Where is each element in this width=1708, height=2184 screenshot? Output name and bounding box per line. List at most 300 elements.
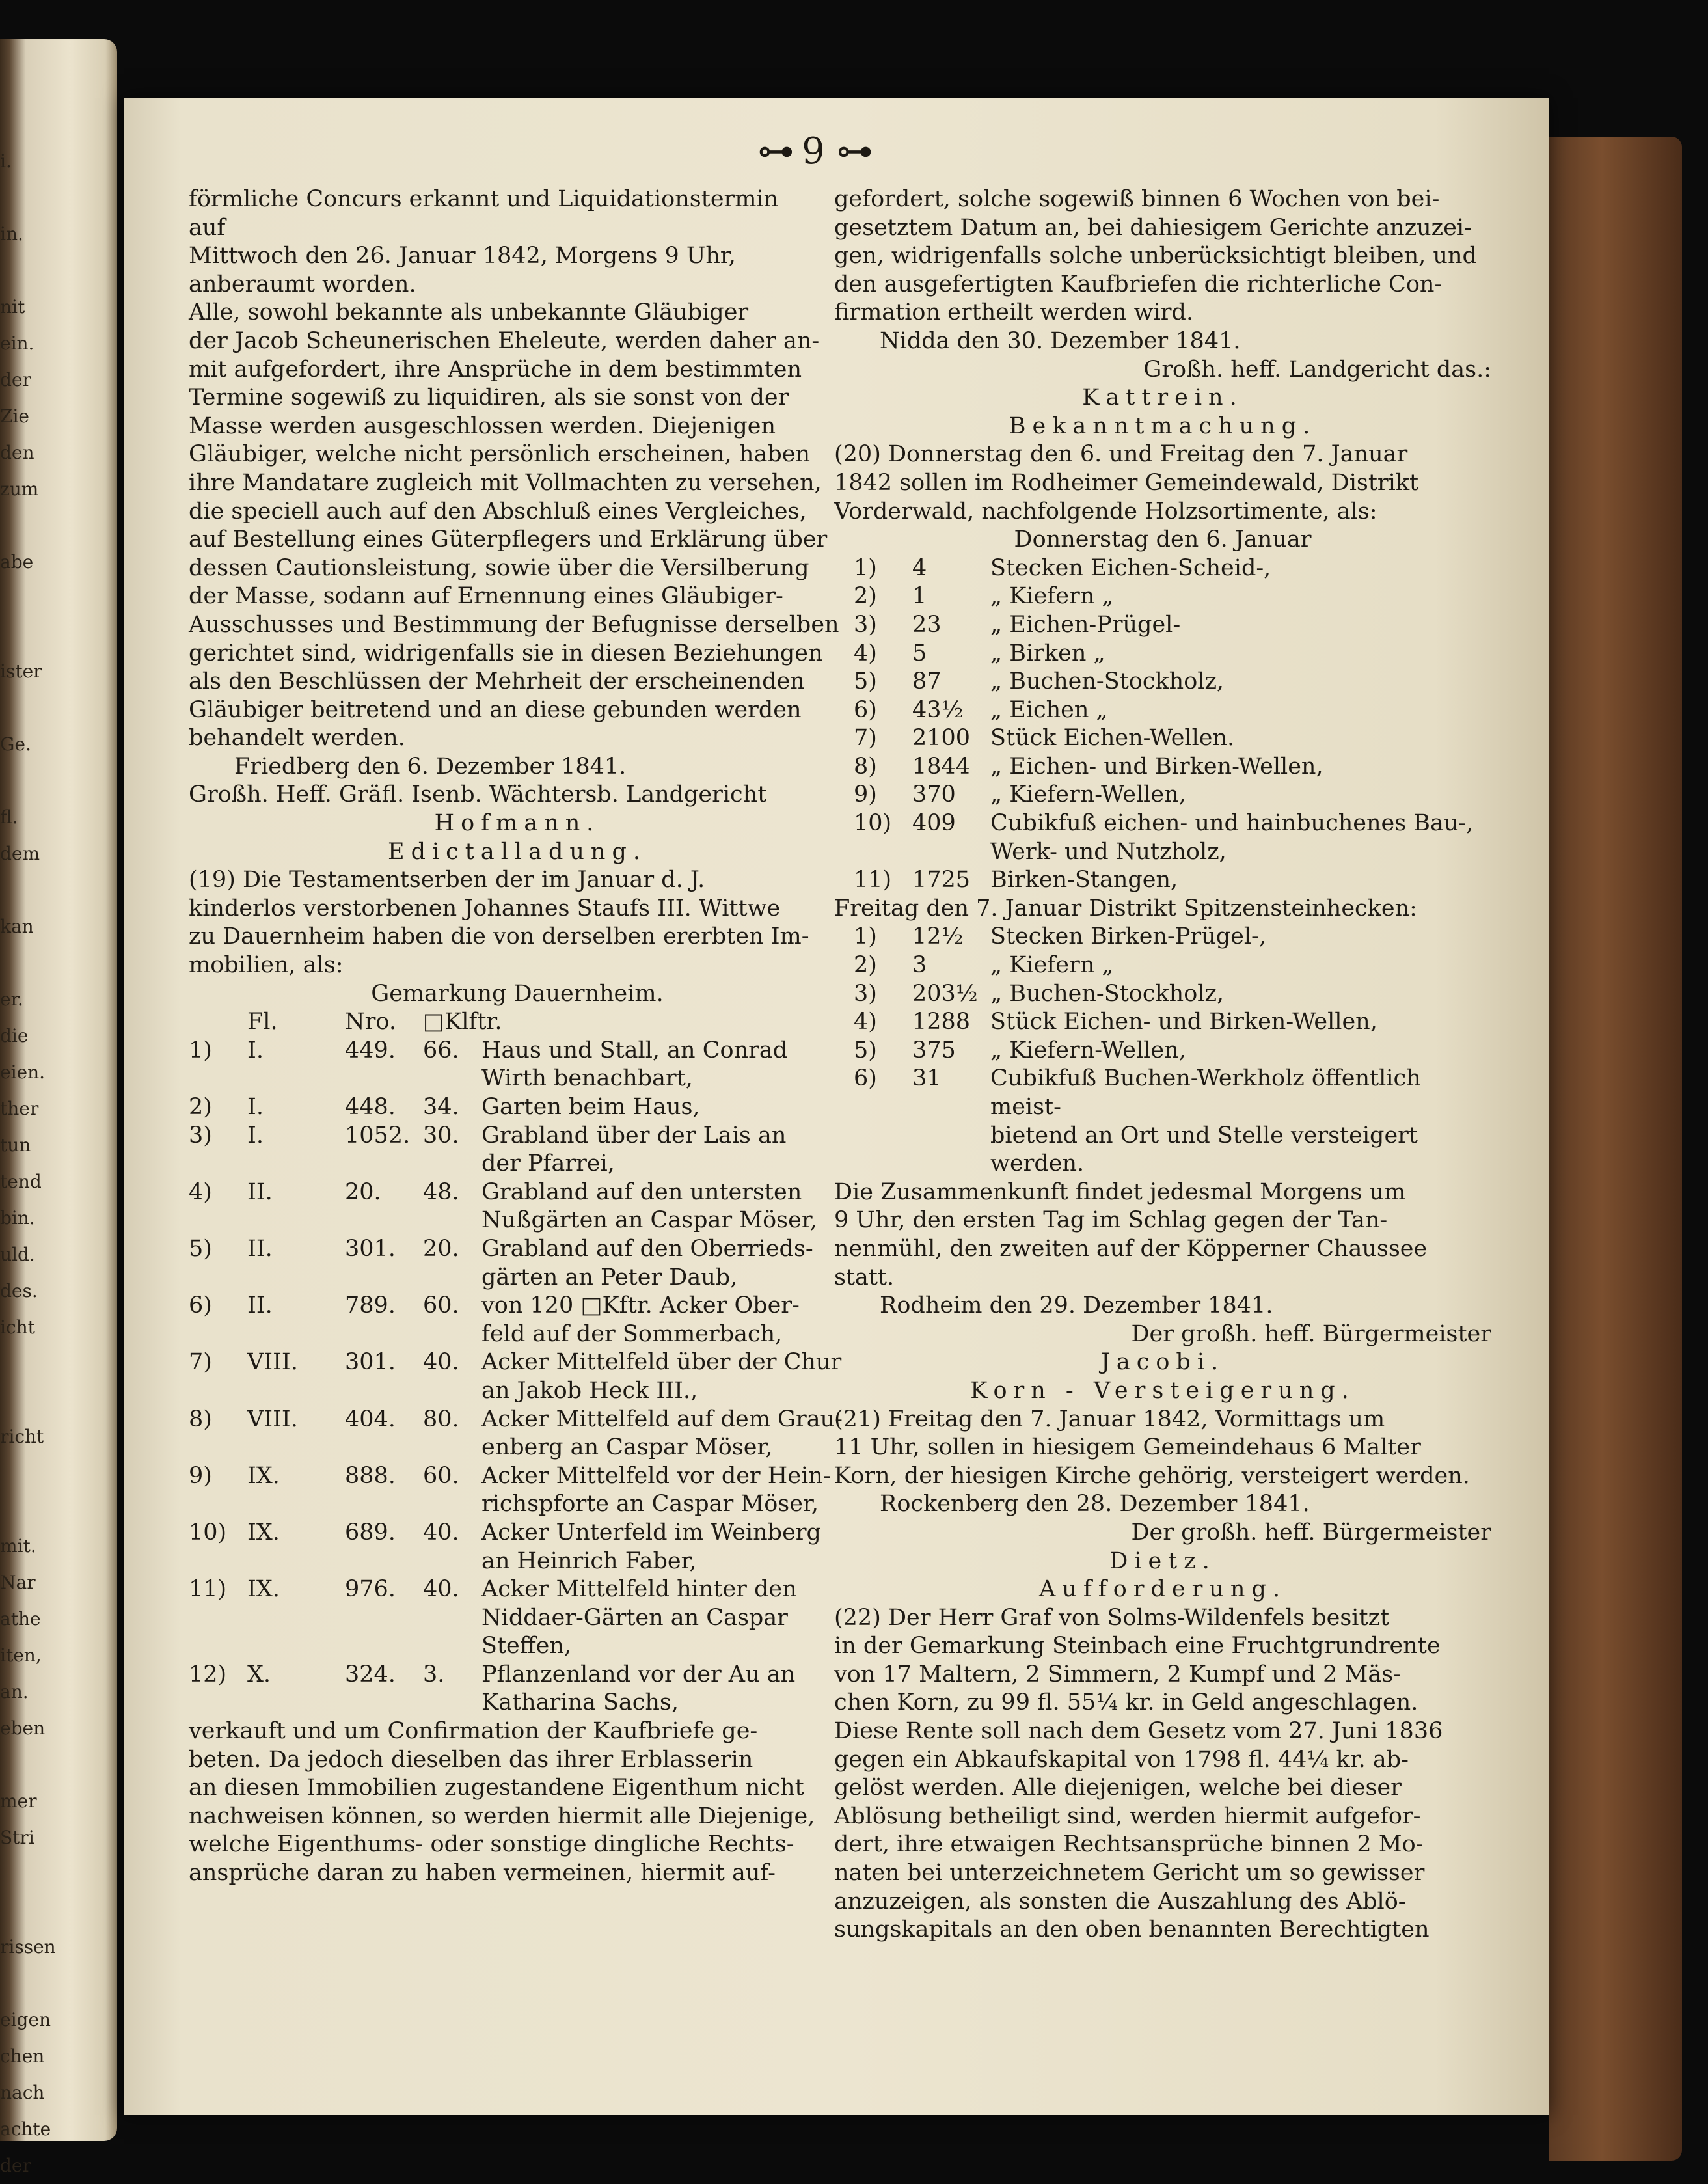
item-spacer <box>189 1490 481 1519</box>
table-header <box>189 1008 846 1037</box>
notice1-place-date: Friedberg den 6. Dezember 1841. <box>234 753 627 780</box>
text-line: in der Gemarkung Steinbach eine Fruchtgrundrente <box>834 1633 1441 1659</box>
item-number: 11) <box>854 867 892 894</box>
item-description: „ Buchen-Stockholz, <box>990 980 1225 1007</box>
item-flur: II. <box>247 1292 273 1319</box>
notice4-place-date: Rockenberg den 28. Dezember 1841. <box>880 1491 1310 1518</box>
text-line: nachweisen können, so werden hiermit alle Diejenige, <box>189 1803 815 1829</box>
edge-fragment: fl. <box>0 806 18 828</box>
property-list <box>189 1037 846 1717</box>
notice2-signer: Kattrein. <box>1082 385 1243 411</box>
edge-fragment: Ge. <box>0 733 31 755</box>
text-line: verkauft und um Confirmation der Kaufbriefe ge- <box>189 1718 758 1745</box>
edge-fragment <box>0 580 39 617</box>
item-description: von 120 □Kftr. Acker Ober- <box>481 1292 800 1319</box>
edge-fragment <box>0 617 39 653</box>
item-quantity: 31 <box>912 1065 942 1092</box>
item-flur: I. <box>247 1122 264 1149</box>
text-line: (20) Donnerstag den 6. und Freitag den 7. Januar <box>834 441 1408 468</box>
concurs-notice-text <box>189 185 846 753</box>
text-line: (21) Freitag den 7. Januar 1842, Vormittags um <box>834 1406 1385 1432</box>
item-nro: 324. <box>345 1661 396 1687</box>
edge-fragment: abe <box>0 551 34 573</box>
item-flur: I. <box>247 1037 264 1063</box>
item-flur: II. <box>247 1235 273 1262</box>
edge-fragment <box>0 690 39 726</box>
edge-fragment: nit <box>0 296 25 318</box>
edge-fragment: ther <box>0 1098 39 1119</box>
notice2-continuation <box>834 185 1491 327</box>
notice4-official: Der großh. heff. Bürgermeister <box>1131 1519 1491 1546</box>
item-description: Cubikfuß Buchen-Werkholz öffentlich meist- <box>990 1065 1421 1120</box>
text-line: ihre Mandatare zugleich mit Vollmachten zu versehen, <box>189 469 822 496</box>
item-number: 5) <box>854 1037 877 1063</box>
list-item <box>189 1235 846 1264</box>
item-klftr: 40. <box>423 1576 459 1603</box>
item-klftr: 48. <box>423 1179 459 1205</box>
item-number: 12) <box>189 1661 227 1687</box>
list-item <box>189 1406 846 1434</box>
text-line: welche Eigenthums- oder sonstige dingliche Rechts- <box>189 1831 794 1858</box>
text-line: der Jacob Scheunerischen Eheleute, werden daher an- <box>189 327 820 354</box>
item-number: 7) <box>189 1349 212 1376</box>
book-cover-edge <box>1549 137 1682 2161</box>
page-header <box>729 130 898 172</box>
edge-fragment: der <box>0 369 31 390</box>
item-description: „ Eichen „ <box>990 696 1108 723</box>
notice2-tail <box>189 1717 846 1888</box>
col-klftr: □Klftr. <box>423 1009 502 1035</box>
item-description: an Heinrich Faber, <box>481 1548 697 1574</box>
text-line: gesetztem Datum an, bei dahiesigem Gerichte anzuzei- <box>834 214 1472 241</box>
list-item <box>189 1093 846 1122</box>
list-item <box>834 753 1491 782</box>
list-item <box>189 1150 846 1179</box>
notice3-place-date: Rodheim den 29. Dezember 1841. <box>880 1292 1273 1319</box>
item-description: Acker Unterfeld im Weinberg <box>481 1519 821 1546</box>
col-nro: Nro. <box>345 1009 396 1035</box>
item-description: enberg an Caspar Möser, <box>481 1434 773 1461</box>
edge-fragment: er. <box>0 989 23 1010</box>
item-number: 1) <box>189 1037 212 1063</box>
item-number: 3) <box>189 1122 212 1149</box>
item-klftr: 80. <box>423 1406 459 1432</box>
item-nro: 789. <box>345 1292 396 1319</box>
item-description: Werk- und Nutzholz, <box>990 838 1227 865</box>
text-line: Masse werden ausgeschlossen werden. Diejenigen <box>189 413 776 439</box>
item-flur: II. <box>247 1179 273 1205</box>
text-line: gelöst werden. Alle diejenigen, welche bei dieser <box>834 1775 1402 1801</box>
list-item <box>189 1632 846 1661</box>
list-item <box>189 1604 846 1633</box>
item-number <box>854 838 912 867</box>
list-item <box>834 1008 1491 1037</box>
item-nro: 689. <box>345 1519 396 1546</box>
item-description: „ Birken „ <box>990 640 1105 666</box>
item-description: Grabland auf den Oberrieds- <box>481 1235 813 1262</box>
text-line: ansprüche daran zu haben vermeinen, hiermit auf- <box>189 1860 776 1887</box>
edge-fragment: mit. <box>0 1535 36 1557</box>
list-item <box>834 951 1491 980</box>
item-spacer <box>189 1377 481 1406</box>
item-klftr: 40. <box>423 1519 459 1546</box>
text-line: als den Beschlüssen der Mehrheit der erscheinenden <box>189 668 805 695</box>
text-line: dert, ihre etwaigen Rechtsansprüche binnen 2 Mo- <box>834 1831 1424 1858</box>
list-item <box>189 1490 846 1519</box>
item-number: 8) <box>189 1406 212 1432</box>
list-item <box>189 1179 846 1207</box>
item-description: Haus und Stall, an Conrad <box>481 1037 788 1063</box>
list-item <box>834 640 1491 668</box>
text-line: an diesen Immobilien zugestandene Eigenthum nicht <box>189 1775 804 1801</box>
text-line: gen, widrigenfalls solche unberücksichtigt bleiben, und <box>834 243 1477 269</box>
edge-fragment: richt <box>0 1426 44 1447</box>
item-description: feld auf der Sommerbach, <box>481 1320 783 1347</box>
item-nro: 301. <box>345 1235 396 1262</box>
notice3-day1: Donnerstag den 6. Januar <box>1014 526 1312 553</box>
edge-fragment: an. <box>0 1681 29 1702</box>
text-line: 1842 sollen im Rodheimer Gemeindewald, Distrikt <box>834 469 1419 496</box>
item-spacer <box>189 1065 481 1093</box>
item-nro: 448. <box>345 1094 396 1120</box>
item-description: Garten beim Haus, <box>481 1094 700 1120</box>
list-item <box>834 1037 1491 1065</box>
list-item <box>189 1576 846 1604</box>
text-line: chen Korn, zu 99 fl. 55¼ kr. in Geld angeschlagen. <box>834 1689 1418 1716</box>
edge-fragment <box>0 253 39 289</box>
item-number: 6) <box>854 696 877 723</box>
notice4-text <box>834 1406 1491 1491</box>
item-flur: X. <box>247 1661 271 1687</box>
edge-fragment <box>0 945 39 981</box>
aufforderung-heading: Aufforderung. <box>1039 1576 1286 1603</box>
item-flur: IX. <box>247 1519 280 1546</box>
item-quantity: 1725 <box>912 867 971 894</box>
text-line: Diese Rente soll nach dem Gesetz vom 27. Juni 1836 <box>834 1718 1443 1745</box>
notice3-day2: Freitag den 7. Januar Distrikt Spitzensteinhecken: <box>834 895 1417 921</box>
text-line: Korn, der hiesigen Kirche gehörig, versteigert werden. <box>834 1462 1470 1489</box>
list-item <box>834 668 1491 696</box>
item-quantity: 5 <box>912 640 927 666</box>
ornament-left-icon: ⊶ <box>757 130 794 172</box>
edge-fragment: Stri <box>0 1827 34 1848</box>
item-quantity <box>912 838 990 867</box>
item-description: „ Eichen- und Birken-Wellen, <box>990 753 1323 780</box>
list-item <box>189 1207 846 1235</box>
edge-fragment: ister <box>0 661 42 682</box>
item-number: 9) <box>189 1462 212 1489</box>
item-description: „ Buchen-Stockholz, <box>990 668 1225 695</box>
edge-fragment: athe <box>0 1608 41 1630</box>
item-spacer <box>189 1632 481 1661</box>
text-line: von 17 Maltern, 2 Simmern, 2 Kumpf und 2 Mäs- <box>834 1661 1402 1687</box>
item-quantity: 1288 <box>912 1009 971 1035</box>
text-line: Gläubiger, welche nicht persönlich erscheinen, haben <box>189 441 810 468</box>
notice3-official: Der großh. heff. Bürgermeister <box>1131 1320 1491 1347</box>
item-klftr: 34. <box>423 1094 459 1120</box>
item-quantity: 3 <box>912 952 927 979</box>
text-line: statt. <box>834 1264 895 1290</box>
notice2-court: Großh. heff. Landgericht das.: <box>1143 356 1491 383</box>
item-quantity: 4 <box>912 554 927 581</box>
item-description: Stecken Birken-Prügel-, <box>990 923 1266 950</box>
item-spacer <box>189 1264 481 1292</box>
item-number: 11) <box>189 1576 227 1603</box>
item-description: Nußgärten an Caspar Möser, <box>481 1207 817 1234</box>
item-quantity: 370 <box>912 782 956 808</box>
item-quantity: 409 <box>912 810 956 837</box>
text-line: (19) Die Testamentserben der im Januar d. J. <box>189 867 705 894</box>
item-klftr: 40. <box>423 1349 459 1376</box>
edge-fragment <box>0 1346 39 1382</box>
list-item <box>834 838 1491 867</box>
item-quantity: 2100 <box>912 725 971 752</box>
text-line: den ausgefertigten Kaufbriefen die richterliche Con- <box>834 271 1443 297</box>
item-number: 6) <box>854 1065 877 1092</box>
item-description: richspforte an Caspar Möser, <box>481 1491 819 1518</box>
list-item <box>834 923 1491 951</box>
item-quantity: 23 <box>912 611 942 638</box>
item-description: „ Kiefern „ <box>990 583 1114 610</box>
text-line: nenmühl, den zweiten auf der Köpperner Chaussee <box>834 1235 1428 1262</box>
edge-fragment: tun <box>0 1134 31 1156</box>
item-number: 1) <box>854 554 877 581</box>
item-nro: 20. <box>345 1179 381 1205</box>
item-spacer <box>189 1689 481 1717</box>
text-line: kinderlos verstorbenen Johannes Staufs III. Wittwe <box>189 895 781 921</box>
edge-fragment: der <box>0 2155 31 2176</box>
item-quantity <box>912 1122 990 1179</box>
item-klftr: 60. <box>423 1292 459 1319</box>
list-item <box>834 866 1491 895</box>
notice2-intro <box>189 866 846 979</box>
item-description: gärten an Peter Daub, <box>481 1264 738 1290</box>
item-number: 1) <box>854 923 877 950</box>
item-description: „ Kiefern-Wellen, <box>990 1037 1186 1063</box>
item-quantity: 12½ <box>912 923 964 950</box>
list-item <box>189 1462 846 1491</box>
list-item <box>834 582 1491 611</box>
item-description: bietend an Ort und Stelle versteigert werden. <box>990 1122 1418 1177</box>
notice3-tail <box>834 1179 1491 1292</box>
item-number: 6) <box>189 1292 212 1319</box>
edge-fragment <box>0 1965 39 2002</box>
list-item <box>189 1548 846 1576</box>
notice2-place-date: Nidda den 30. Dezember 1841. <box>880 327 1241 354</box>
item-description: Stecken Eichen-Scheid-, <box>990 554 1271 581</box>
list-item <box>189 1434 846 1462</box>
edge-fragment <box>0 872 39 908</box>
item-number: 5) <box>189 1235 212 1262</box>
left-column <box>189 185 846 1888</box>
item-number: 4) <box>854 1009 877 1035</box>
item-description: Cubikfuß eichen- und hainbuchenes Bau-, <box>990 810 1474 837</box>
item-quantity: 203½ <box>912 980 978 1007</box>
item-number: 2) <box>854 952 877 979</box>
text-line: die speciell auch auf den Abschluß eines Vergleiches, <box>189 498 807 525</box>
edge-fragment: tend <box>0 1171 42 1192</box>
item-description: Katharina Sachs, <box>481 1689 679 1716</box>
edge-fragment: achte <box>0 2118 51 2140</box>
text-line: Die Zusammenkunft findet jedesmal Morgens um <box>834 1179 1406 1205</box>
list-item <box>189 1689 846 1717</box>
item-flur: VIII. <box>247 1349 298 1376</box>
list-item <box>834 724 1491 753</box>
item-spacer <box>189 1207 481 1235</box>
edge-fragment: bin. <box>0 1207 35 1229</box>
item-number: 4) <box>854 640 877 666</box>
edictalladung-heading: Edictalladung. <box>388 838 647 865</box>
edge-fragment: zum <box>0 478 39 500</box>
edge-fragment: iten, <box>0 1645 42 1666</box>
notice1-court: Großh. Heff. Gräfl. Isenb. Wächtersb. Landgericht <box>189 782 767 808</box>
list-item <box>834 810 1491 838</box>
list-item <box>189 1122 846 1151</box>
edge-fragment: uld. <box>0 1244 35 1265</box>
text-line: förmliche Concurs erkannt und Liquidationstermin <box>189 186 779 212</box>
edge-fragment: kan <box>0 916 34 937</box>
col-fl: Fl. <box>247 1009 278 1035</box>
item-quantity: 1 <box>912 583 927 610</box>
item-description: Grabland über der Lais an <box>481 1122 787 1149</box>
list-item <box>189 1320 846 1349</box>
item-description: „ Kiefern „ <box>990 952 1114 979</box>
edge-fragment <box>0 1492 39 1528</box>
left-page-fragments <box>0 143 56 2184</box>
edge-fragment: icht <box>0 1317 35 1338</box>
notice5-text <box>834 1604 1491 1945</box>
item-number: 5) <box>854 668 877 695</box>
right-column <box>834 185 1491 1945</box>
item-klftr: 60. <box>423 1462 459 1489</box>
list-item <box>189 1037 846 1065</box>
item-number <box>854 1122 912 1179</box>
text-line: auf Bestellung eines Güterpflegers und Erklärung über <box>189 526 828 553</box>
edge-fragment: Zie <box>0 405 29 427</box>
text-line: 11 Uhr, sollen in hiesigem Gemeindehaus 6 Malter <box>834 1434 1421 1461</box>
edge-fragment <box>0 508 39 544</box>
item-description: Steffen, <box>481 1633 572 1659</box>
item-nro: 888. <box>345 1462 396 1489</box>
item-description: Acker Mittelfeld hinter den <box>481 1576 797 1603</box>
item-description: der Pfarrei, <box>481 1151 615 1177</box>
item-spacer <box>189 1150 481 1179</box>
text-line: firmation ertheilt werden wird. <box>834 299 1194 326</box>
list-item <box>189 1661 846 1689</box>
edge-fragment <box>0 1856 39 1892</box>
item-description: Grabland auf den untersten <box>481 1179 802 1205</box>
text-line: Gläubiger beitretend und an diese gebunden werden <box>189 696 802 723</box>
list-item <box>834 781 1491 810</box>
list-item <box>834 1122 1491 1179</box>
edge-fragment: Nar <box>0 1572 36 1593</box>
ornament-right-icon: ⊶ <box>836 130 873 172</box>
edge-fragment: den <box>0 442 34 463</box>
text-line: Vorderwald, nachfolgende Holzsortimente, als: <box>834 498 1377 525</box>
text-line: anzuzeigen, als sonsten die Auszahlung des Ablö- <box>834 1888 1406 1915</box>
wood-list-day1 <box>834 554 1491 895</box>
notice3-signer: Jacobi. <box>1100 1349 1225 1376</box>
text-line: Alle, sowohl bekannte als unbekannte Gläubiger <box>189 299 749 326</box>
item-description: Stück Eichen- und Birken-Wellen, <box>990 1009 1377 1035</box>
edge-fragment: eben <box>0 1717 46 1739</box>
edge-fragment: rissen <box>0 1936 56 1958</box>
item-quantity: 375 <box>912 1037 956 1063</box>
edge-fragment: in. <box>0 223 23 245</box>
text-line: gegen ein Abkaufskapital von 1798 fl. 44¼ kr. ab- <box>834 1746 1409 1773</box>
edge-fragment <box>0 1892 39 1929</box>
text-line: gefordert, solche sogewiß binnen 6 Wochen von bei- <box>834 186 1440 212</box>
list-item <box>189 1519 846 1548</box>
item-quantity: 87 <box>912 668 942 695</box>
text-line: Ablösung betheiligt sind, werden hiermit aufgefor- <box>834 1803 1421 1829</box>
list-item <box>189 1348 846 1377</box>
text-line: 9 Uhr, den ersten Tag im Schlag gegen der Tan- <box>834 1207 1388 1234</box>
notice3-intro <box>834 441 1491 526</box>
list-item <box>189 1377 846 1406</box>
text-line: mit aufgefordert, ihre Ansprüche in dem bestimmten <box>189 356 802 383</box>
item-description: an Jakob Heck III., <box>481 1377 698 1404</box>
item-number: 3) <box>854 980 877 1007</box>
item-nro: 301. <box>345 1349 396 1376</box>
item-number: 10) <box>854 810 892 837</box>
item-flur: IX. <box>247 1462 280 1489</box>
edge-fragment <box>0 763 39 799</box>
edge-fragment: nach <box>0 2082 45 2103</box>
edge-fragment: mer <box>0 1790 37 1812</box>
text-line: mobilien, als: <box>189 952 344 979</box>
edge-fragment <box>0 1455 39 1492</box>
item-klftr: 30. <box>423 1122 459 1149</box>
item-number: 2) <box>854 583 877 610</box>
item-quantity: 43½ <box>912 696 964 723</box>
item-nro: 449. <box>345 1037 396 1063</box>
item-nro: 404. <box>345 1406 396 1432</box>
text-line: (22) Der Herr Graf von Solms-Wildenfels besitzt <box>834 1604 1390 1631</box>
wood-list-day2 <box>834 923 1491 1178</box>
item-description: Acker Mittelfeld über der Chur <box>481 1349 842 1376</box>
list-item <box>834 696 1491 725</box>
edge-fragment: des. <box>0 1280 38 1302</box>
item-description: Stück Eichen-Wellen. <box>990 725 1235 752</box>
item-spacer <box>189 1320 481 1349</box>
item-description: Acker Mittelfeld vor der Hein- <box>481 1462 831 1489</box>
text-line: auf <box>189 214 226 241</box>
list-item <box>834 554 1491 583</box>
item-description: „ Kiefern-Wellen, <box>990 782 1186 808</box>
item-description: Acker Mittelfeld auf dem Grau- <box>481 1406 843 1432</box>
item-flur: VIII. <box>247 1406 298 1432</box>
bekanntmachung-heading: Bekanntmachung. <box>1009 413 1317 439</box>
item-klftr: 3. <box>423 1661 445 1687</box>
edge-fragment: eigen <box>0 2009 51 2030</box>
item-flur: I. <box>247 1094 264 1120</box>
item-number: 9) <box>854 782 877 808</box>
edge-fragment: die <box>0 1025 29 1046</box>
edge-fragment: i. <box>0 150 12 172</box>
item-nro: 1052. <box>345 1122 411 1149</box>
item-number: 4) <box>189 1179 212 1205</box>
text-line: naten bei unterzeichnetem Gericht um so gewisser <box>834 1860 1425 1887</box>
text-line: gerichtet sind, widrigenfalls sie in diesen Beziehungen <box>189 640 823 666</box>
edge-fragment <box>0 1382 39 1419</box>
item-description: Pflanzenland vor der Au an <box>481 1661 796 1687</box>
text-line: Ausschusses und Bestimmung der Befugnisse derselben <box>189 611 839 638</box>
text-line: behandelt werden. <box>189 725 405 752</box>
item-spacer <box>189 1434 481 1462</box>
edge-fragment <box>0 1747 39 1783</box>
korn-heading: Korn - Versteigerung. <box>970 1377 1355 1404</box>
